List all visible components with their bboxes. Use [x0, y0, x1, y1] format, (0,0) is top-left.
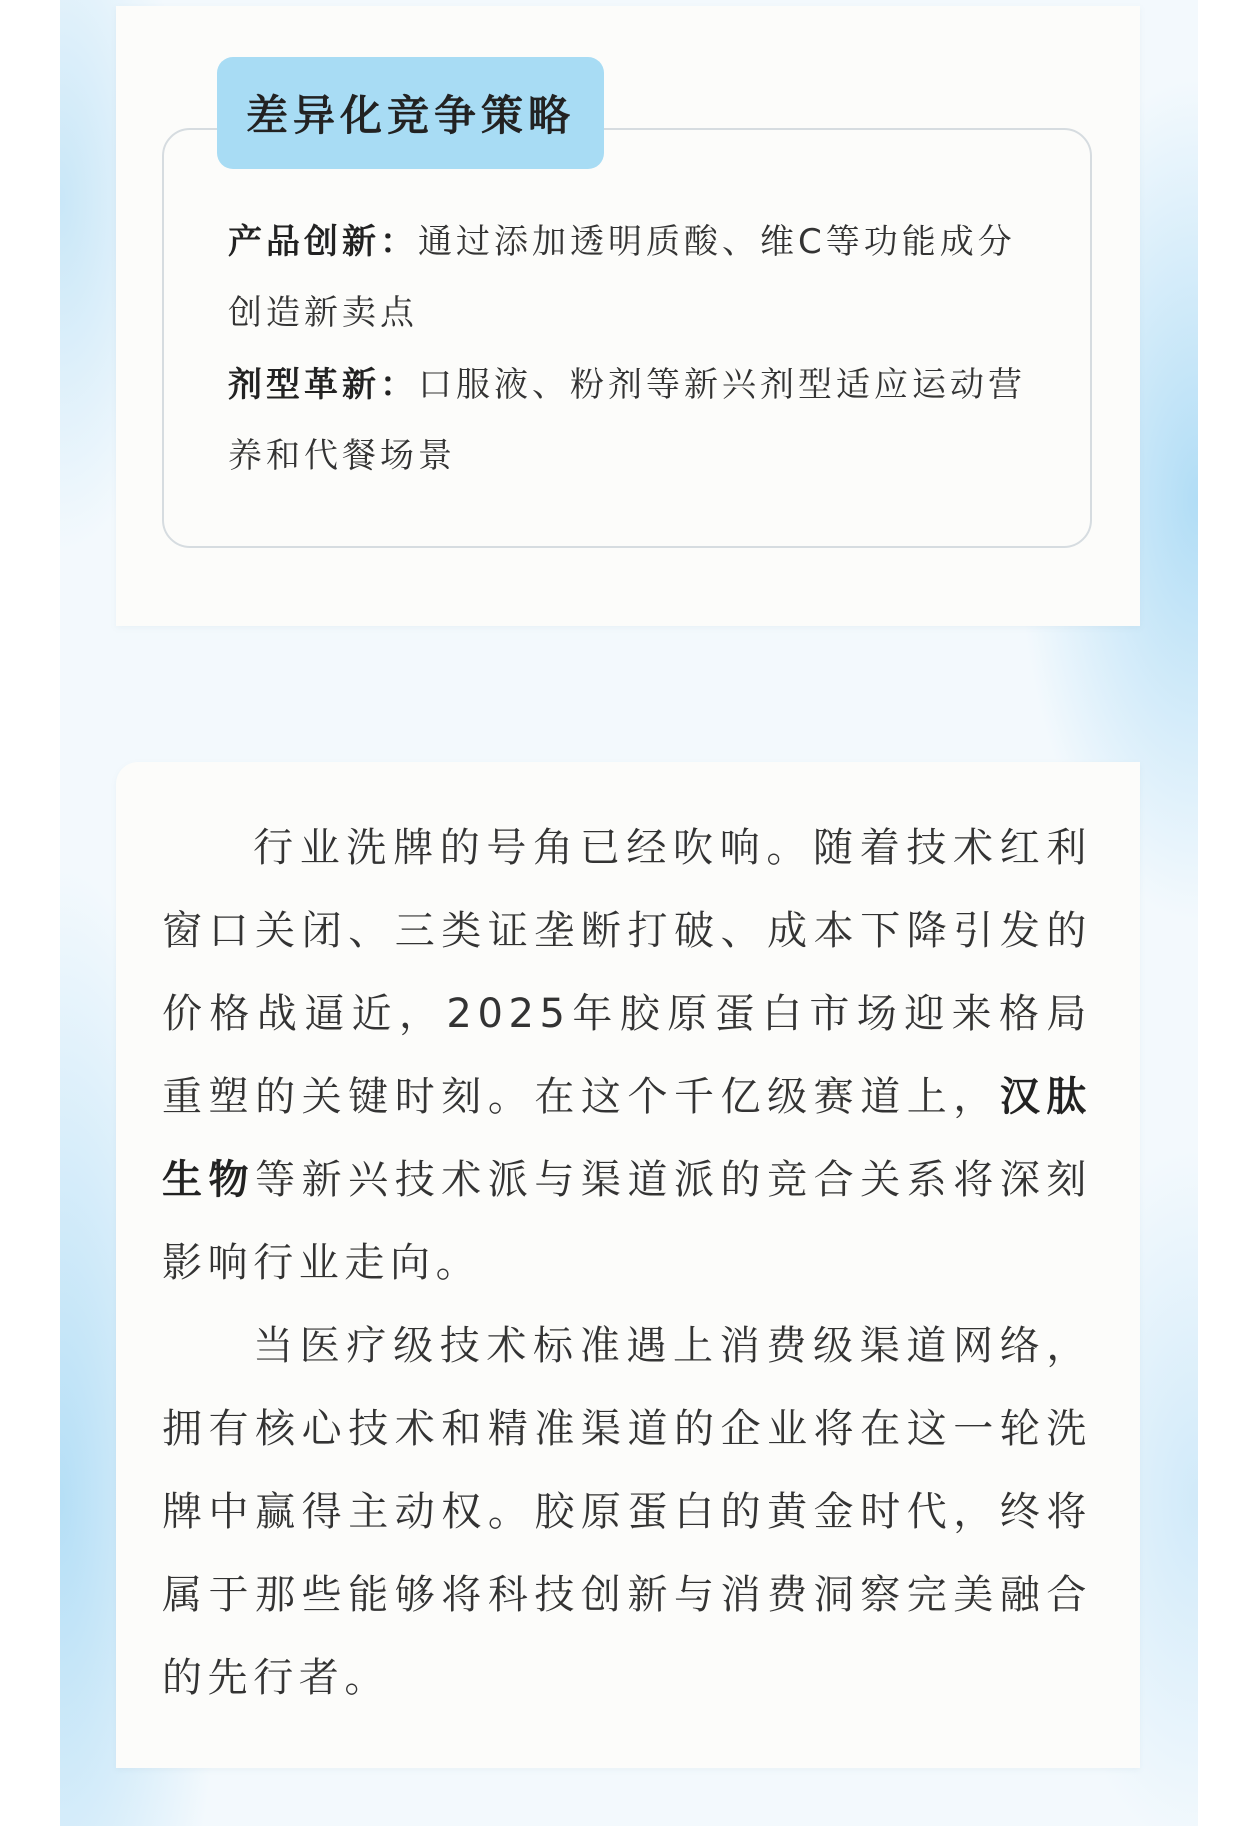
strategy-item-label: 产品创新：	[228, 222, 418, 262]
article-paragraph-1	[162, 807, 1092, 1305]
paragraph-text: 当医疗级技术标准遇上消费级渠道网络，拥有核心技术和精准渠道的企业将在这一轮洗牌中赢得主动权。胶原蛋白的黄金时代，终将属于那些能够将科技创新与消费洞察完美融合的先行者。	[162, 1323, 1092, 1701]
strategy-item-text: 通过添加透明质酸、维C等功能成分创造新卖点	[228, 222, 1016, 333]
company-name-highlight: 汉肽生物	[162, 1074, 1092, 1203]
article-paragraph-2	[162, 1305, 1092, 1720]
paragraph-text: 等新兴技术派与渠道派的竞合关系将深刻影响行业走向。	[162, 1157, 1092, 1286]
strategy-item-text: 口服液、粉剂等新兴剂型适应运动营养和代餐场景	[228, 365, 1026, 476]
strategy-title: 差异化竞争策略	[217, 57, 604, 169]
strategy-item-product-innovation	[228, 207, 1038, 349]
paragraph-text: 行业洗牌的号角已经吹响。随着技术红利窗口关闭、三类证垄断打破、成本下降引发的价格战逼近，2025年胶原蛋白市场迎来格局重塑的关键时刻。在这个千亿级赛道上，	[162, 825, 1092, 1120]
strategy-item-dosage-innovation	[228, 350, 1038, 492]
strategy-item-label: 剂型革新：	[228, 365, 418, 405]
